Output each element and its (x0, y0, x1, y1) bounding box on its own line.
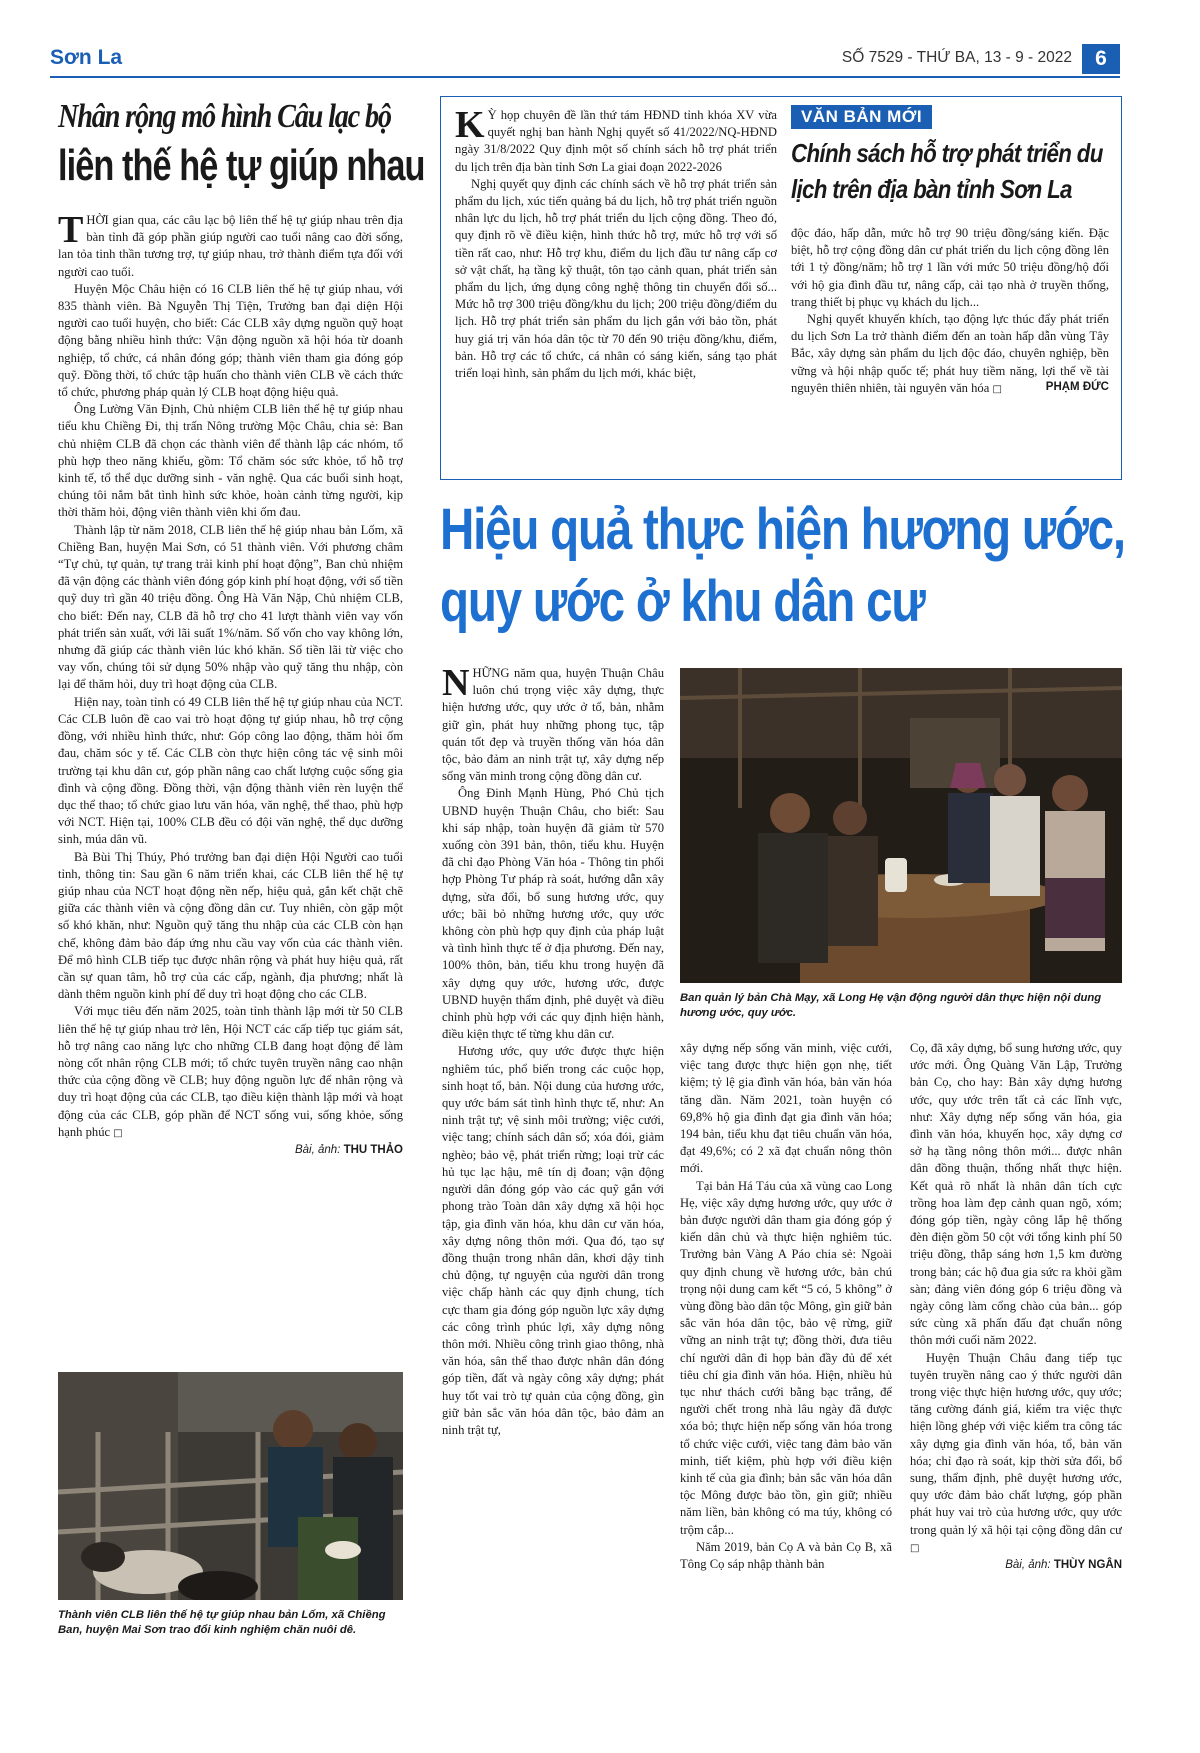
article3-title-line1: Hiệu quả thực hiện hương ước, (440, 497, 1125, 562)
article2-lead: K Ỳ họp chuyên đề lần thứ tám HĐND tỉnh khóa XV vừa quyết nghị ban hành Nghị quyết số 41/2022/NQ-HĐND ngày 31/8/2022 Quy định một số chính sách hỗ trợ phát triển du lịch trên địa bàn tỉnh Sơn La giai đoạn 2022-2026 (455, 107, 777, 174)
article3-headline (440, 494, 1130, 638)
paragraph: Bà Bùi Thị Thúy, Phó trưởng ban đại diện Hội Người cao tuổi tỉnh, thông tin: Sau gần 6 năm triển khai, các CLB liên thế hệ tự giúp nhau của NCT hoạt động nền nếp, hiệu quả, gắn kết chặt chẽ giữa các thành viên và cộng đồng dân cư. Tuy nhiên, còn gặp một số khó khăn, như: Nguồn quỹ tăng thu nhập của các CLB còn hạn chế, không đảm bảo đáp ứng nhu cầu vay vốn của các thành viên. Để mô hình CLB tiếp tục được nhân rộng và phát huy hiệu quả, rất cần sự quan tâm, hỗ trợ của các cấp, ngành, địa phương; nhất là dành thêm nguồn kinh phí để duy trì hoạt động cho các CLB. (58, 849, 403, 1002)
article1-title: liên thế hệ tự giúp nhau (58, 141, 425, 190)
article3-byline: Bài, ảnh: THÙY NGÂN (1005, 1559, 1122, 1572)
goat-farming-photo (58, 1372, 403, 1600)
paragraph: Hiện nay, toàn tỉnh có 49 CLB liên thế hệ tự giúp nhau của NCT. Các CLB luôn đề cao vai trò hoạt động tự giúp nhau, hỗ trợ cộng đồng, với nhiều hình thức, như: Góp công lao động, thăm hỏi ốm đau, chăm sóc y tế. Các CLB còn thực hiện công tác vệ sinh môi trường tại khu dân cư, góp phần nâng cao chất lượng cuộc sống gia đình và cộng đồng. Đồng thời, vận động thành viên rèn luyện thể dục thể thao; tổ chức giao lưu văn hóa, văn nghệ, thể thao, phù hợp với NCT. Hiện tại, 100% CLB đều có đội văn nghệ, thể dục dưỡng sinh, múa dân vũ. (58, 694, 403, 847)
paragraph: Tại bản Há Táu của xã vùng cao Long Hẹ, việc xây dựng hương ước, quy ước ở bản được người dân tham gia đóng góp ý kiến dân chủ và thực hiện nghiêm túc. Trưởng bản Vàng A Páo chia sẻ: Ngoài quy định chung về hương ước, bản chú trọng nội dung cam kết “5 có, 5 không” ở vùng đồng bào dân tộc Mông, gìn giữ bản sắc văn hóa dân tộc, bảo vệ rừng, giữ vững an ninh trật tự; đồng thời, đưa tiêu chí người dân đi họp bản đầy đủ để xét tiêu chí gia đình văn hóa. Hiện, nhiều hủ tục như thách cưới bằng bạc trắng, để người chết trong nhà lâu ngày đã được xóa bỏ; thực hiện nếp sống văn hóa trong tổ chức việc cưới, việc tang đảm bảo văn minh, tiết kiệm, phù hợp với điều kiện kinh tế của gia đình; bản sắc văn hóa dân tộc Mông được bảo tồn, gìn giữ; nhiều năm liền, bản không có ma túy, không có trộm cắp... (680, 1178, 892, 1537)
article1-kicker: Nhân rộng mô hình Câu lạc bộ (58, 98, 391, 135)
paragraph: Ông Đinh Mạnh Hùng, Phó Chủ tịch UBND huyện Thuận Châu, cho biết: Sau khi sáp nhập, toàn huyện đã giảm từ 570 xuống còn 391 bản, thôn, tiểu khu. Huyện đã chỉ đạo Phòng Văn hóa - Thông tin phối hợp Phòng Tư pháp rà soát, hướng dẫn xây dựng, sửa đổi, bổ sung hương ước, quy ước; bãi bỏ những hương ước, quy ước không còn phù hợp quy định của pháp luật và tình hình thực tế ở địa phương. Đến nay, 100% thôn, bản, tiểu khu trong huyện đã xây dựng quy ước, hương ước, được UBND huyện thẩm định, phê duyệt và điều chỉnh phù hợp với các quy định hiện hành, điều kiện thực tế từng khu dân cư. (442, 786, 664, 1042)
issue-date: SỐ 7529 - THỨ BA, 13 - 9 - 2022 (841, 49, 1072, 66)
paragraph-continued: độc đáo, hấp dẫn, mức hỗ trợ 90 triệu đồng/sáng kiến. Đặc biệt, hỗ trợ cộng đồng dân cư phát triển du lịch cộng đồng lên tới 1 tỷ đồng/năm; hỗ trợ 1 lần với mức 50 triệu đồng/hộ đối với hộ gia đình đầu tư, nâng cấp, cải tạo nhà ở truyền thống, trang thiết bị phục vụ khách du lịch... (791, 226, 1109, 309)
article3-col3 (910, 1040, 1122, 1660)
drop-cap: T (58, 212, 84, 251)
article3-lead: NHỮNG năm qua, huyện Thuận Châu luôn chú trọng việc xây dựng, thực hiện hương ước, quy ước ở tổ, bản, nhằm giữ gìn, phát huy những phong tục, tập quán tốt đẹp và truyền thống văn hóa dân tộc, bảo đảm an ninh trật tự, xây dựng nếp sống văn minh trong cộng đồng dân cư. (442, 665, 664, 784)
end-mark-icon: □ (992, 383, 1002, 395)
article1-byline: Bài, ảnh: THU THẢO (294, 1143, 403, 1156)
paragraph: Năm 2019, bản Cọ A và bản Cọ B, xã Tông Cọ sáp nhập thành bản (680, 1539, 892, 1572)
page-number: 6 (1082, 44, 1120, 74)
paragraph-continued: xây dựng nếp sống văn minh, việc cưới, việc tang được thực hiện gọn nhẹ, tiết kiệm; tỷ lệ gia đình văn hóa, bản văn hóa tăng dần. Năm 2021, toàn huyện có 69,8% hộ gia đình đạt gia đình văn hóa; 194 bản, tiểu khu đạt tiêu chuẩn văn hóa, đạt 49,6%; có 2 xã đạt chuẩn nông thôn mới. (680, 1041, 892, 1176)
paragraph-continued: Cọ, đã xây dựng, bổ sung hương ước, quy ước mới. Ông Quàng Văn Lập, Trưởng bản Cọ, cho hay: Bản xây dựng hương ước, quy ước trên tất cả các lĩnh vực, như: Xây dựng nếp sống văn hóa, gia đình văn hóa, khuyến học, xây dựng cơ sở hạ tầng nông thôn mới... được nhân dân đồng thuận, thống nhất thực hiện. Kết quả rõ nhất là nhân dân tích cực trồng hoa làm đẹp cảnh quan ngõ, xóm; đóng góp tiền, ngày công lắp hệ thống đèn điện gồm 50 cột với tổng kinh phí 50 triệu đồng, thắp sáng hơn 1,5 km đường trong bản; các hộ đua gia sức ra khỏi gầm sàn; đảng viên đóng góp 6 triệu đồng và ngày công làm cổng chào của bản... góp sức cùng xã phấn đấu đạt chuẩn nông thôn mới cuối năm 2022. (910, 1041, 1122, 1348)
paragraph-last: Nghị quyết khuyến khích, tạo động lực thúc đẩy phát triển du lịch Sơn La trở thành điểm đến an toàn hấp dẫn vùng Tây Bắc, xây dựng sản phẩm du lịch độc đáo, chuyên nghiệp, bền vững và hội nhập quốc tế; phát huy tiềm năng, lợi thế về tài nguyên thiên nhiên, tài nguyên văn hóa □ (791, 312, 1109, 395)
section-header (50, 44, 1120, 82)
new-document-badge: VĂN BẢN MỚI (791, 105, 932, 129)
paragraph: Huyện Mộc Châu hiện có 16 CLB liên thế hệ tự giúp nhau, với 835 thành viên. Bà Nguyễn Thị Tiện, Trưởng ban đại diện Hội người cao tuổi huyện, cho biết: Các CLB xây dựng nguồn quỹ hoạt động bằng nhiều hình thức: Vận động nguồn xã hội hóa từ doanh nghiệp, tổ chức, cá nhân đóng góp; thành viên tham gia đóng góp quỹ. Đồng thời, tổ chức tập huấn cho thành viên CLB về cách thức tổ chức, phương pháp quản lý CLB hoạt động hiệu quả. (58, 281, 403, 400)
paragraph: Hương ước, quy ước được thực hiện nghiêm túc, phổ biến trong các cuộc họp, sinh hoạt tổ, bản. Nội dung của hương ước, quy ước bám sát tình hình thực tế, như: An ninh trật tự; vệ sinh môi trường; việc cưới, việc tang; chính sách dân số; xóa đói, giảm nghèo; bảo vệ, phát triển rừng; loại trừ các hủ tục lạc hậu, mê tín dị đoan; vận động người dân đóng góp vào các quỹ gắn với phong trào Toàn dân xây dựng xã hội học tập, gia đình văn hóa, khu dân cư văn hóa, xây dựng nông thôn mới. Qua đó, tạo sự đồng thuận trong nhân dân, khơi dậy tinh chủ động, tự nguyện của người dân trong việc chấp hành các quy định chung, tích cực tham gia đóng góp nguồn lực xây dựng các công trình phúc lợi, xây dựng nông thôn mới. Nhiều công trình giao thông, nhà văn hóa, sân thể thao được nhân dân đóng góp tiền, đất và ngày công xây dựng; phát huy tốt vai trò tự quản của cộng đồng, gìn giữ bản sắc văn hóa dân tộc, bảo đảm an ninh trật tự, (442, 1044, 664, 1437)
village-meeting-photo-illustration (680, 668, 1122, 983)
end-mark-icon: □ (910, 1542, 920, 1554)
paragraph: Thành lập từ năm 2018, CLB liên thế hệ giúp nhau bản Lốm, xã Chiềng Ban, huyện Mai Sơn, có 51 thành viên. Với phương châm “Tự chủ, tự quản, tự trang trải kinh phí hoạt động”, Ban chủ nhiệm đã vận động các thành viên đóng góp kinh phí hoạt động, với số tiền quỹ duy trì gần 40 triệu đồng. Ông Hà Văn Nặp, Chủ nhiệm CLB, cho biết: Đến nay, CLB đã hỗ trợ cho 41 lượt thành viên vay vốn phát triển sản xuất, với lãi suất 1%/năm. Số vốn cho vay không lớn, nhưng đã giúp các thành viên lúc khó khăn. Số tiền lãi từ việc cho vay vốn, chúng tôi sử dụng 50% nhập vào quỹ tăng thu nhập, còn lại để thăm hỏi, duy trì hoạt động của CLB. (58, 522, 403, 692)
goat-photo-caption: Thành viên CLB liên thế hệ tự giúp nhau bản Lốm, xã Chiềng Ban, huyện Mai Sơn trao đổi kinh nghiệm chăn nuôi dê. (58, 1609, 386, 1636)
paragraph-last: Với mục tiêu đến năm 2025, toàn tỉnh thành lập mới từ 50 CLB liên thế hệ tự giúp nhau trở lên, Hội NCT các cấp tiếp tục giám sát, hỗ trợ nâng cao năng lực cho những CLB đang hoạt động để làm nòng cốt nhân rộng CLB mới; tổ chức tuyên truyền nâng cao nhận thức của cộng đồng về CLB; huy động nguồn lực để nhân rộng và duy trì hoạt động của các CLB, tạo điều kiện thành lập mới và hoạt động của các CLB, góp phần để NCT sống vui, sống khỏe, sống hạnh phúc □ (58, 1004, 403, 1139)
paragraph: Nghị quyết quy định các chính sách về hỗ trợ phát triển sản phẩm du lịch, xúc tiến quảng bá du lịch, hỗ trợ phát triển nguồn nhân lực du lịch, hỗ trợ phát triển du lịch cộng đồng. Theo đó, quy định rõ về điều kiện, hình thức hỗ trợ, mức hỗ trợ với số tiền rất cao, như: Hỗ trợ khu, điểm du lịch đầu tư nâng cấp cơ sở vật chất, hạ tầng kỹ thuật, tôn tạo cảnh quan, phát triển sản phẩm du lịch, ứng dụng công nghệ thông tin chuyển đổi số... Mức hỗ trợ 300 triệu đồng/khu du lịch; 200 triệu đồng/điểm du lịch. Hỗ trợ phát triển sản phẩm du lịch gắn với bảo tồn, phát huy giá trị văn hóa dân tộc từ 70 đến 90 triệu đồng/khu, điểm, bản. Hỗ trợ các tổ chức, cá nhân có sáng kiến, sáng tạo phát triển loại hình, sản phẩm du lịch mới, khác biệt, (455, 176, 777, 381)
village-photo-caption: Ban quản lý bản Chà Mạy, xã Long Hẹ vận động người dân thực hiện nội dung hương ước, quy ước. (680, 992, 1102, 1019)
article1-lead: THỜI gian qua, các câu lạc bộ liên thế hệ tự giúp nhau trên địa bàn tỉnh đã góp phần giúp người cao tuổi nâng cao đời sống, lan tỏa tinh thần tương trợ, tự giúp nhau, trở thành điểm tựa đối với người cao tuổi. (58, 212, 403, 279)
paragraph: Ông Lường Văn Định, Chủ nhiệm CLB liên thế hệ tự giúp nhau tiểu khu Chiềng Đi, thị trấn Nông trường Mộc Châu, chia sẻ: Ban chủ nhiệm CLB đã chọn các thành viên để thành lập các nhóm, tổ phù hợp theo năng khiếu, gồm: Tổ chăm sóc sức khỏe, tổ hỗ trợ kinh tế, tổ thể dục dưỡng sinh - văn nghệ. Qua các buổi sinh hoạt, chúng tôi nắm bắt tình hình sức khỏe, hoàn cảnh từng người, kịp thời thăm hỏi, động viên thành viên khi ốm đau. (58, 402, 403, 520)
goat-farming-photo-illustration (58, 1372, 403, 1600)
article3-col2 (680, 1040, 892, 1660)
article3-col1 (442, 665, 664, 1660)
article2-body-left (455, 107, 777, 475)
paragraph-last: Huyện Thuận Châu đang tiếp tục tuyên truyền nâng cao ý thức người dân trong việc thực hiện hương ước, quy ước; tăng cường đánh giá, kiểm tra việc thực hiện lồng ghép với việc kiểm tra công tác xây dựng gia đình văn hóa, tổ, bản văn hóa; chỉ đạo rà soát, kịp thời sửa đổi, bổ sung, thẩm định, phê duyệt hương ước, quy ước đảm bảo chất lượng, góp phần phát huy vai trò của hương ước, quy ước trong quản lý xã hội tại cộng đồng dân cư □ (910, 1350, 1122, 1554)
article2-title: Chính sách hỗ trợ phát triển du lịch trên địa bàn tỉnh Sơn La (791, 138, 1103, 204)
village-meeting-photo (680, 668, 1122, 983)
article2-byline: PHẠM ĐỨC (1045, 381, 1109, 394)
header-rule (50, 76, 1120, 78)
article3-title-line2: quy ước ở khu dân cư (440, 569, 925, 634)
article1-body (58, 212, 403, 1247)
article-clb-lien-the-he (58, 96, 425, 1656)
article-van-ban-moi (440, 96, 1122, 480)
article2-body-right (791, 225, 1109, 475)
end-mark-icon: □ (113, 1127, 123, 1139)
section-name: Sơn La (50, 46, 123, 69)
drop-cap: N (442, 665, 470, 704)
drop-cap: K (455, 107, 485, 146)
article2-header (791, 105, 1111, 207)
